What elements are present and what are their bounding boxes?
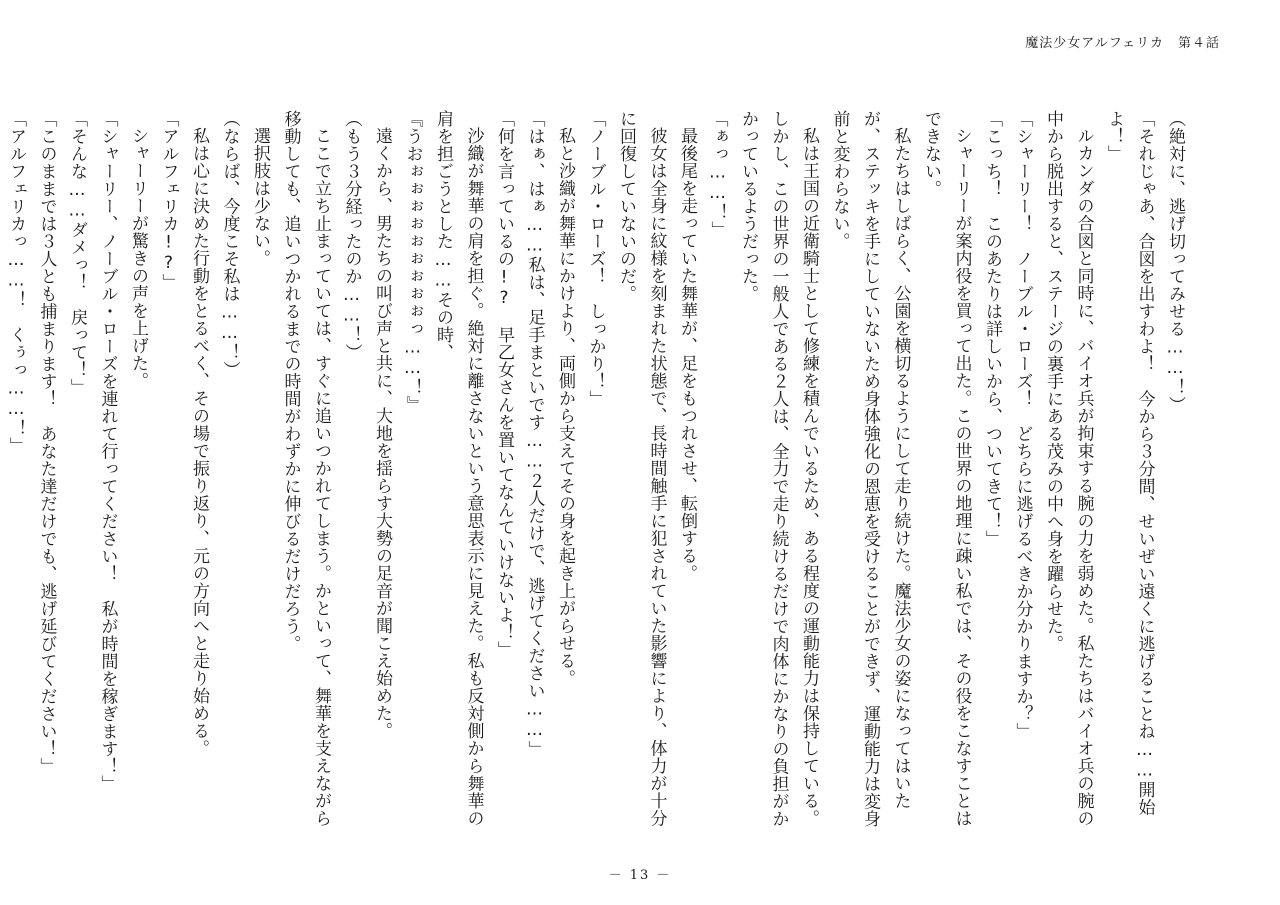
paragraph: 「アルフェリカっ……！ くぅっ……！」	[6, 110, 26, 455]
running-header	[1025, 32, 1220, 51]
paragraph: 「このままでは３人とも捕まります！ あなた達だけでも、逃げ延びてください！」	[36, 110, 57, 775]
paragraph: 私は心に決めた行動をとるべく、その場で振り返り、元の方向へと走り始める。	[189, 127, 209, 757]
paragraph: 彼女は全身に紋様を刻まれた状態で、長時間触手に犯されていた影響により、体力が十分に回復していないのだ。	[616, 110, 667, 827]
paragraph: 「シャーリー、ノーブル・ローズを連れて行ってください！ 私が時間を稼ぎます！」	[97, 110, 118, 793]
paragraph: （もう３分経ったのか……！）	[341, 110, 362, 361]
paragraph: 「何を言っているの!? 早乙女さんを置いてなんていけないよ！」	[494, 110, 514, 659]
book-title: 魔法少女アルフェリカ	[1025, 36, 1164, 51]
paragraph: 「それじゃあ、合図を出すわよ！ 今から３分間、せいぜい遠くに逃げることね……開始よ！」	[1104, 110, 1155, 816]
paragraph: 「ノーブル・ローズ！ しっかり！」	[585, 110, 606, 408]
paragraph: 遠くから、男たちの叫び声と共に、大地を揺らす大勢の足音が聞こえ始めた。	[372, 127, 392, 740]
paragraph: 私と沙織が舞華にかけより、両側から支えてその身を起き上がらせる。	[555, 127, 575, 687]
page-number: － 13 －	[608, 868, 672, 883]
paragraph: 最後尾を走っていた舞華が、足をもつれさせ、転倒する。	[677, 127, 697, 582]
paragraph: 私は王国の近衛騎士として修練を積んでいるため、ある程度の運動能力は保持している。しかし、この世界の一般人である２人は、全力で走り続けるだけで肉体にかなりの負担がかかっているようだった。	[738, 110, 819, 828]
paragraph: 「こっち！ このあたりは詳しいから、ついてきて！」	[982, 110, 1002, 548]
paragraph: 「そんな……ダメっ！ 戻って！」	[67, 110, 87, 396]
paragraph: 「アルフェリカ!?」	[158, 110, 179, 291]
paragraph: ここで立ち止まっていては、すぐに追いつかれてしまう。かといって、舞華を支えながら移動しても、追いつかれるまでの時間がわずかに伸びるだけだろう。	[280, 110, 331, 827]
paragraph: （ならば、今度こそ私は……！）	[219, 110, 240, 379]
paragraph: 「ぁっ……！」	[707, 110, 728, 239]
paragraph: シャーリーが案内役を買って出た。この世界の地理に疎い私では、その役をこなすことはできない。	[921, 110, 972, 827]
paragraph	[0, 110, 1, 840]
paragraph: （絶対に、逃げ切ってみせる……！）	[1165, 110, 1185, 414]
paragraph: 『うおぉぉぉぉぉぉぉぉぉっ……！』	[402, 110, 423, 414]
paragraph: 沙織が舞華の肩を担ぐ。絶対に離さないという意思表示に見えた。私も反対側から舞華の肩を担ごうとした……その時、	[433, 110, 484, 827]
paragraph: シャーリーが驚きの声を上げた。	[128, 127, 148, 390]
vertical-text-body	[6, 110, 1190, 840]
paragraph: 「はぁ、はぁ……私は、足手まといです……２人だけで、逃げてください……」	[524, 110, 545, 758]
paragraph: ルカンダの合図と同時に、バイオ兵が拘束する腕の力を弱めた。私たちはバイオ兵の腕の中から脱出すると、ステージの裏手にある茂みの中へ身を躍らせた。	[1043, 110, 1094, 827]
paragraph: 「シャーリー！ ノーブル・ローズ！ どちらに逃げるべきか分かりますか？」	[1012, 110, 1033, 740]
chapter-label: 第４話	[1177, 36, 1220, 51]
paragraph: 選択肢は少ない。	[250, 127, 270, 267]
paragraph: 私たちはしばらく、公園を横切るようにして走り続けた。魔法少女の姿になってはいたが、ステッキを手にしていないため身体強化の恩恵を受けることができず、運動能力は変身前と変わらない。	[829, 110, 911, 828]
